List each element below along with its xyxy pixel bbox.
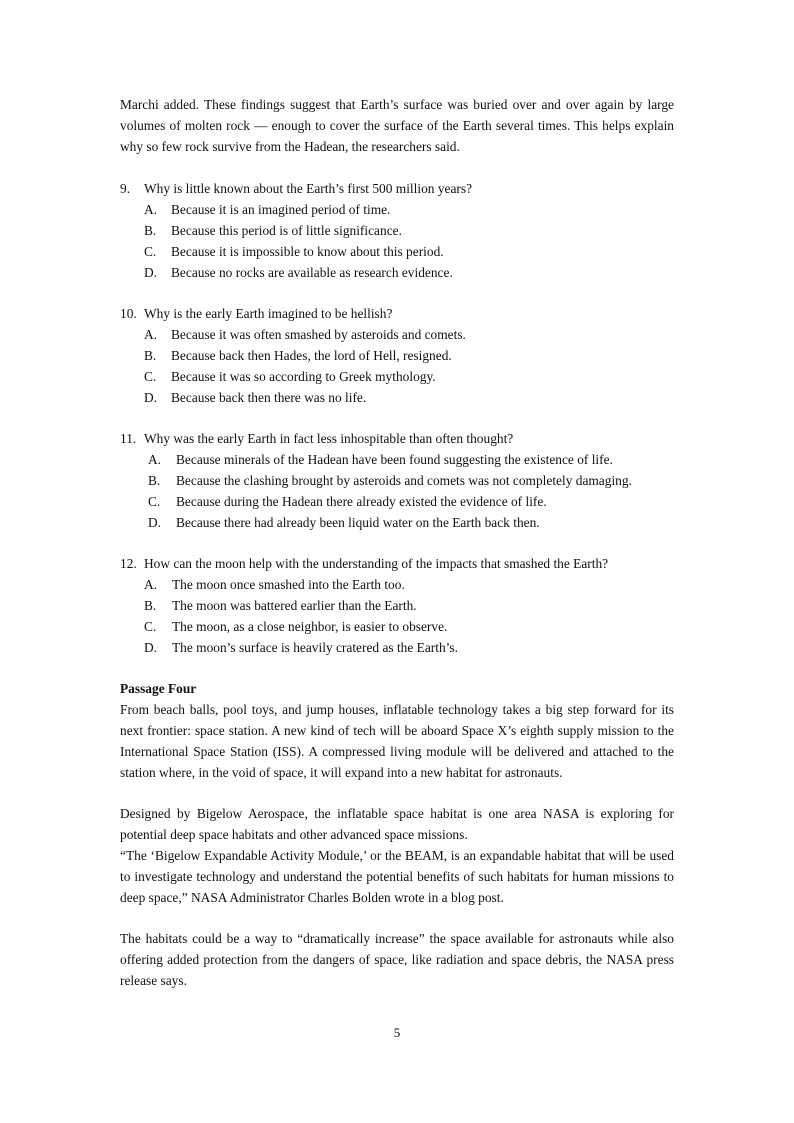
- option-letter: C.: [148, 494, 161, 509]
- option-letter: C.: [144, 244, 157, 259]
- option-text: Because it was so according to Greek mythology.: [171, 369, 436, 384]
- question-11: [120, 428, 674, 533]
- option-text: Because the clashing brought by asteroids and comets was not completely damaging.: [176, 473, 632, 488]
- passage-four-cont: [120, 803, 674, 908]
- option-letter: B.: [144, 223, 157, 238]
- question-text: Why is the early Earth imagined to be hellish?: [144, 306, 393, 321]
- option-b: [120, 595, 674, 616]
- question-number: 10.: [120, 306, 137, 321]
- passage-four: [120, 678, 674, 783]
- option-text: Because back then there was no life.: [171, 390, 367, 405]
- passage-paragraph-2: Designed by Bigelow Aerospace, the inflatable space habitat is one area NASA is exploring for potential deep space habitats and other advanced space missions.: [120, 806, 674, 842]
- option-text: Because there had already been liquid water on the Earth back then.: [176, 515, 540, 530]
- passage-paragraph-3: “The ‘Bigelow Expandable Activity Module,’ or the BEAM, is an expandable habitat that will be used to investigate technology and understand the potential benefits of such habitats for human missions to deep space,” NASA Administrator Charles Bolden wrote in a blog post.: [120, 848, 674, 905]
- option-c: [120, 491, 674, 512]
- option-text: The moon was battered earlier than the Earth.: [172, 598, 417, 613]
- option-d: [120, 637, 674, 658]
- option-c: [120, 616, 674, 637]
- option-a: [120, 199, 674, 220]
- option-letter: A.: [144, 202, 158, 217]
- option-text: Because it is impossible to know about this period.: [171, 244, 444, 259]
- question-stem: [120, 428, 674, 449]
- question-number: 12.: [120, 556, 137, 571]
- option-a: [120, 324, 674, 345]
- option-letter: C.: [144, 369, 157, 384]
- option-letter: D.: [148, 515, 162, 530]
- question-text: How can the moon help with the understanding of the impacts that smashed the Earth?: [144, 556, 609, 571]
- option-text: Because back then Hades, the lord of Hell, resigned.: [171, 348, 452, 363]
- option-letter: C.: [144, 619, 157, 634]
- option-b: [120, 470, 674, 491]
- question-9: [120, 178, 674, 283]
- option-letter: D.: [144, 640, 158, 655]
- option-text: Because no rocks are available as research evidence.: [171, 265, 453, 280]
- question-text: Why is little known about the Earth’s first 500 million years?: [144, 181, 473, 196]
- option-text: Because it is an imagined period of time.: [171, 202, 391, 217]
- option-letter: A.: [144, 327, 158, 342]
- intro-paragraph: Marchi added. These findings suggest that Earth’s surface was buried over and over again by large volumes of molten rock — enough to cover the surface of the Earth several times. This helps explain why so few rock survive from the Hadean, the researchers said.: [120, 97, 674, 154]
- option-text: Because this period is of little significance.: [171, 223, 402, 238]
- passage-paragraph-1: From beach balls, pool toys, and jump houses, inflatable technology takes a big step forward for its next frontier: space station. A new kind of tech will be aboard Space X’s eighth supply mission to the International Space Station (ISS). A compressed living module will be delivered and attached to the station where, in the void of space, it will expand into a new habitat for astronauts.: [120, 702, 674, 780]
- option-letter: B.: [144, 598, 157, 613]
- question-stem: [120, 303, 674, 324]
- option-letter: A.: [148, 452, 162, 467]
- passage-heading: Passage Four: [120, 681, 197, 696]
- option-text: Because minerals of the Hadean have been found suggesting the existence of life.: [176, 452, 613, 467]
- option-letter: B.: [148, 473, 161, 488]
- option-d: [120, 512, 674, 533]
- option-d: [120, 262, 674, 283]
- passage-paragraph-4: The habitats could be a way to “dramatically increase” the space available for astronauts while also offering added protection from the dangers of space, like radiation and space debris, the NASA press release says.: [120, 931, 674, 988]
- option-letter: D.: [144, 390, 158, 405]
- option-letter: B.: [144, 348, 157, 363]
- question-10: [120, 303, 674, 408]
- option-b: [120, 220, 674, 241]
- option-text: Because during the Hadean there already existed the evidence of life.: [176, 494, 547, 509]
- option-c: [120, 241, 674, 262]
- question-stem: [120, 553, 674, 574]
- option-text: The moon once smashed into the Earth too.: [172, 577, 405, 592]
- question-stem: [120, 178, 674, 199]
- option-letter: A.: [144, 577, 158, 592]
- option-text: The moon, as a close neighbor, is easier to observe.: [172, 619, 448, 634]
- question-number: 11.: [120, 431, 137, 446]
- page-number: 5: [393, 1025, 401, 1040]
- question-number: 9.: [120, 181, 131, 196]
- passage-four-end: [120, 928, 674, 991]
- option-text: The moon’s surface is heavily cratered as the Earth’s.: [172, 640, 458, 655]
- option-a: [120, 574, 674, 595]
- question-text: Why was the early Earth in fact less inhospitable than often thought?: [144, 431, 514, 446]
- option-text: Because it was often smashed by asteroids and comets.: [171, 327, 466, 342]
- option-letter: D.: [144, 265, 158, 280]
- option-c: [120, 366, 674, 387]
- question-12: [120, 553, 674, 658]
- option-b: [120, 345, 674, 366]
- intro-block: [120, 94, 674, 157]
- option-a: [120, 449, 674, 470]
- option-d: [120, 387, 674, 408]
